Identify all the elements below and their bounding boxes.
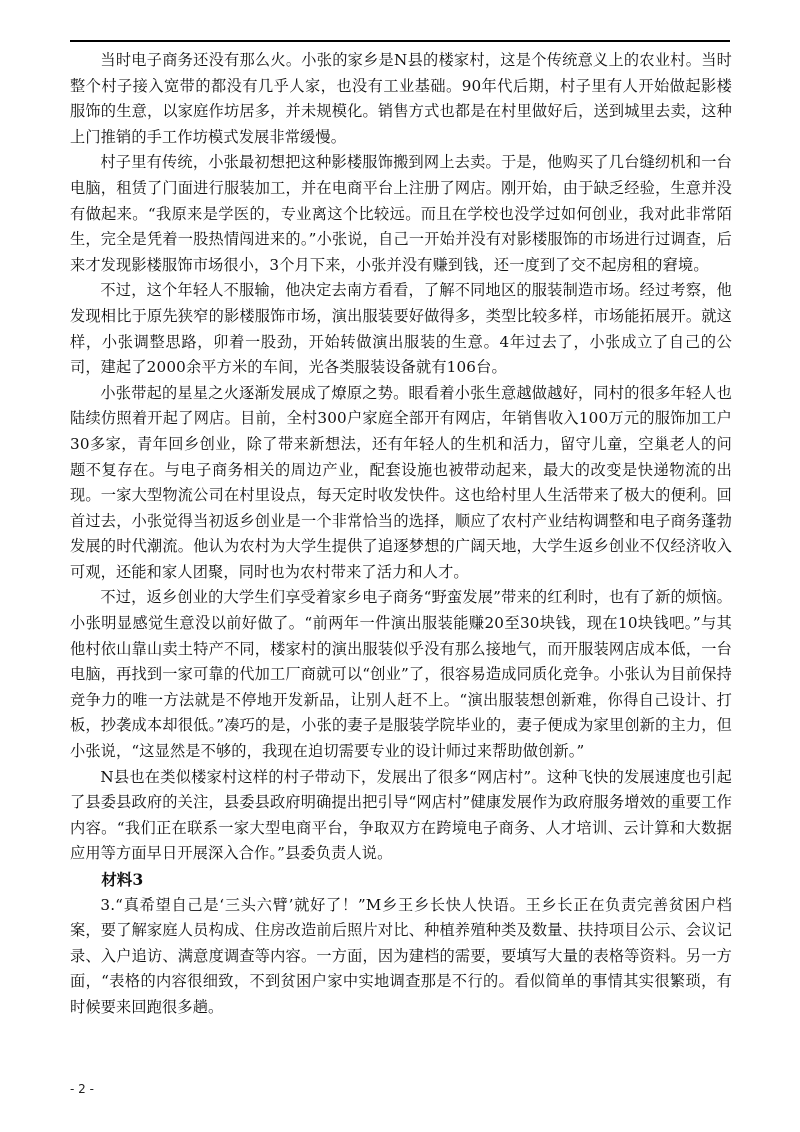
document-body xyxy=(70,48,732,1021)
paragraph: 小张带起的星星之火逐渐发展成了燎原之势。眼看着小张生意越做越好，同村的很多年轻人也陆续仿照着开起了网店。目前，全村300户家庭全部开有网店，年销售收入100万元的服饰加工户30多家，青年回乡创业，除了带来新想法，还有年轻人的生机和活力，留守儿童，空巢老人的问题不复存在。与电子商务相关的周边产业，配套设施也被带动起来，最大的改变是快递物流的出现。一家大型物流公司在村里设点，每天定时收发快件。这也给村里人生活带来了极大的便利。回首过去，小张觉得当初返乡创业是一个非常恰当的选择，顺应了农村产业结构调整和电子商务蓬勃发展的时代潮流。他认为农村为大学生提供了追逐梦想的广阔天地，大学生返乡创业不仅经济收入可观，还能和家人团聚，同时也为农村带来了活力和人才。 xyxy=(70,383,732,581)
paragraph: 不过，返乡创业的大学生们享受着家乡电子商务“野蛮发展”带来的红利时，也有了新的烦恼。小张明显感觉生意没以前好做了。“前两年一件演出服装能赚20至30块钱，现在10块钱吧。”与其他村依山靠山卖土特产不同，楼家村的演出服装似乎没有那么接地气，而开服装网店成本低，一台电脑，再找到一家可靠的代加工厂商就可以“创业”了，很容易造成同质化竞争。小张认为目前保持竞争力的唯一方法就是不停地开发新品，让别人赶不上。“演出服装想创新难，你得自己设计、打板，抄袭成本却很低。”凑巧的是，小张的妻子是服装学院毕业的，妻子便成为家里创新的主力，但小张说，“这显然是不够的，我现在迫切需要专业的设计师过来帮助做创新。” xyxy=(70,588,732,761)
section-heading: 材料3 xyxy=(101,870,144,889)
page-number: - 2 - xyxy=(70,1082,94,1096)
paragraph: 3.“真希望自己是‘三头六臂’就好了！”M乡王乡长快人快语。王乡长正在负责完善贫困户档案，要了解家庭人员构成、住房改造前后照片对比、种植养殖种类及数量、扶持项目公示、会议记录、入户追访、满意度调查等内容。一方面，因为建档的需要，要填写大量的表格等资料。另一方面，“表格的内容很细致，不到贫困户家中实地调查那是不行的。看似简单的事情其实很繁琐，有时候要来回跑很多趟。 xyxy=(70,895,732,1016)
paragraph: 当时电子商务还没有那么火。小张的家乡是N县的楼家村，这是个传统意义上的农业村。当时整个村子接入宽带的都没有几乎人家，也没有工业基础。90年代后期，村子里有人开始做起影楼服饰的生意，以家庭作坊居多，并未规模化。销售方式也都是在村里做好后，送到城里去卖，这种上门推销的手工作坊模式发展非常缓慢。 xyxy=(70,51,732,146)
paragraph: N县也在类似楼家村这样的村子带动下，发展出了很多“网店村”。这种飞快的发展速度也引起了县委县政府的关注，县委县政府明确提出把引导“网店村”健康发展作为政府服务增效的重要工作内容。“我们正在联系一家大型电商平台，争取双方在跨境电子商务、人才培训、云计算和大数据应用等方面早日开展深入合作。”县委负责人说。 xyxy=(70,767,732,863)
paragraph: 不过，这个年轻人不服输，他决定去南方看看，了解不同地区的服装制造市场。经过考察，他发现相比于原先狭窄的影楼服饰市场，演出服装要好做得多，类型比较多样，市场能拓展开。就这样，小张调整思路，卯着一股劲，开始转做演出服装的生意。4年过去了，小张成立了自己的公司，建起了2000余平方米的车间，光各类服装设备就有106台。 xyxy=(70,281,732,377)
paragraph: 村子里有传统，小张最初想把这种影楼服饰搬到网上去卖。于是，他购买了几台缝纫机和一台电脑，租赁了门面进行服装加工，并在电商平台上注册了网店。刚开始，由于缺乏经验，生意并没有做起来。“我原来是学医的，专业离这个比较远。而且在学校也没学过如何创业，我对此非常陌生，完全是凭着一股热情闯进来的。”小张说，自己一开始并没有对影楼服饰的市场进行过调查，后来才发现影楼服饰市场很小，3个月下来，小张并没有赚到钱，还一度到了交不起房租的窘境。 xyxy=(70,153,732,274)
header-rule xyxy=(70,40,730,42)
